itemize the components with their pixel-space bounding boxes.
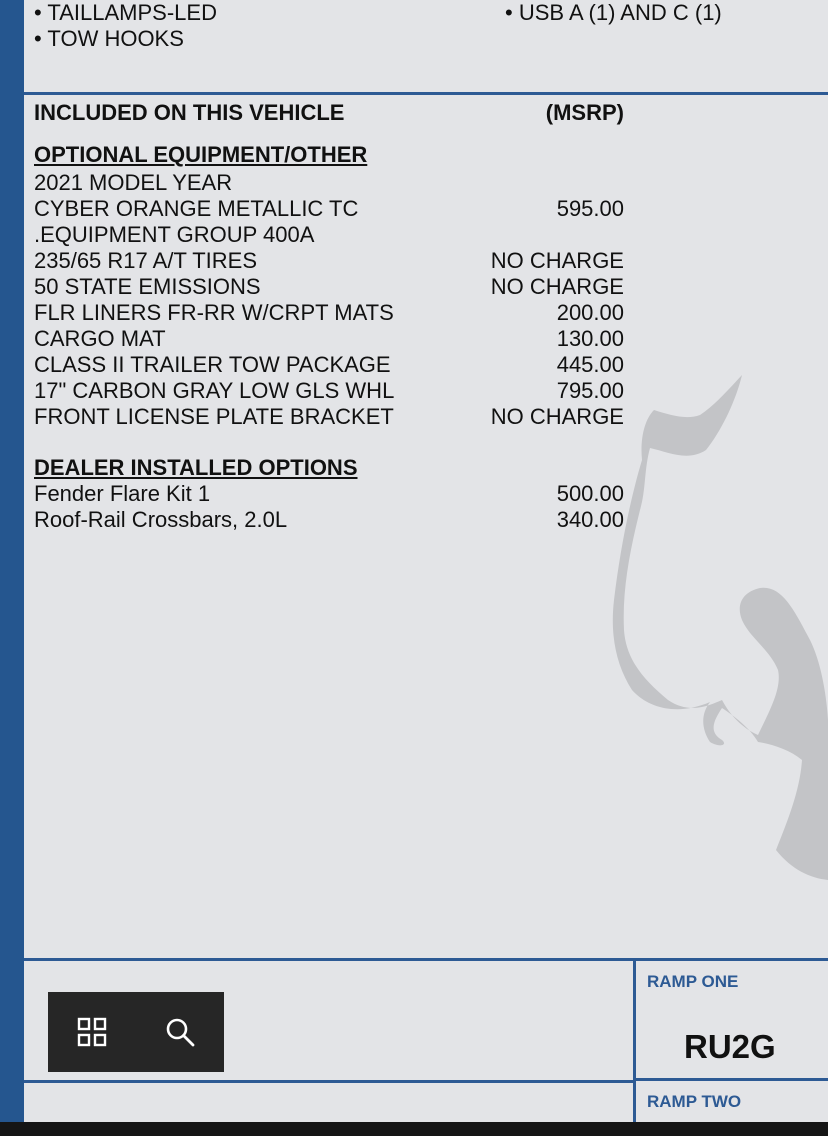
item-name: 17" CARBON GRAY LOW GLS WHL [34,378,395,403]
list-item [34,222,624,248]
item-name: CLASS II TRAILER TOW PACKAGE [34,352,391,377]
item-name: FRONT LICENSE PLATE BRACKET [34,404,394,429]
optional-equipment-title: OPTIONAL EQUIPMENT/OTHER [34,142,368,167]
ramp-divider [636,1078,828,1081]
item-name: Fender Flare Kit 1 [34,481,211,506]
search-icon [165,1017,195,1047]
list-item [34,378,624,404]
search-button[interactable] [136,992,224,1072]
dealer-options-list [34,481,624,533]
left-border-bar [0,0,24,1136]
included-header [34,100,624,126]
item-price: 500.00 [556,481,624,506]
item-price: NO CHARGE [490,248,624,273]
list-item [34,352,624,378]
item-price: 200.00 [556,300,624,325]
viewer-toolbar [48,992,224,1072]
bottom-left-divider [24,1080,634,1083]
list-item [34,300,624,326]
item-name: 50 STATE EMISSIONS [34,274,261,299]
bottom-edge-strip [0,1122,828,1136]
horse-watermark [610,370,828,880]
bottom-section-divider [24,958,828,961]
item-name: 2021 MODEL YEAR [34,170,233,195]
section-divider [24,92,828,95]
list-item [34,481,624,507]
included-title: INCLUDED ON THIS VEHICLE [34,100,345,125]
item-price: 595.00 [556,196,624,221]
list-item [34,248,624,274]
list-item [34,170,624,196]
list-item [34,196,624,222]
item-price: NO CHARGE [490,274,624,299]
feature-list-left [34,0,217,52]
item-price: 445.00 [556,352,624,377]
feature-item: • TAILLAMPS-LED [34,0,217,25]
list-item [34,326,624,352]
item-price: 340.00 [556,507,624,532]
item-name: Roof-Rail Crossbars, 2.0L [34,507,288,532]
item-name: FLR LINERS FR-RR W/CRPT MATS [34,300,394,325]
list-item [34,404,624,430]
optional-equipment-list [34,170,624,430]
item-name: CARGO MAT [34,326,166,351]
dealer-options-title: DEALER INSTALLED OPTIONS [34,455,358,480]
item-name: .EQUIPMENT GROUP 400A [34,222,315,247]
ramp-column-divider [633,958,636,1122]
msrp-label: (MSRP) [545,100,624,125]
item-price: NO CHARGE [490,404,624,429]
list-item [34,507,624,533]
item-price: 795.00 [556,378,624,403]
grid-icon [77,1017,107,1047]
ramp-one-code: RU2G [684,1028,776,1065]
item-name: 235/65 R17 A/T TIRES [34,248,257,273]
feature-list-right [505,0,722,26]
feature-item: • TOW HOOKS [34,26,184,51]
thumbnails-button[interactable] [48,992,136,1072]
ramp-one-label: RAMP ONE [647,972,739,991]
list-item [34,274,624,300]
ramp-two-label: RAMP TWO [647,1092,742,1111]
item-price: 130.00 [556,326,624,351]
item-name: CYBER ORANGE METALLIC TC [34,196,359,221]
feature-item: • USB A (1) AND C (1) [505,0,722,25]
